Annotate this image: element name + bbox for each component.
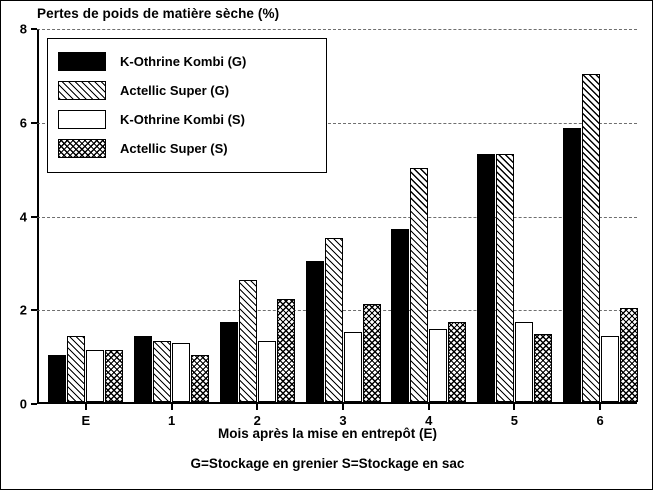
- y-axis-tick-label: 2: [19, 302, 27, 318]
- x-axis-line: [37, 402, 637, 404]
- y-axis-tick-mark: [31, 216, 37, 218]
- legend-swatch: [58, 81, 106, 100]
- bar: [496, 154, 514, 402]
- bar: [515, 322, 533, 402]
- legend-item: [58, 76, 316, 105]
- x-axis-tick-label: E: [81, 413, 91, 428]
- x-axis-tick-mark: [85, 404, 87, 410]
- bar: [105, 350, 123, 402]
- x-axis-tick-label: 5: [510, 413, 519, 428]
- bar: [363, 304, 381, 402]
- bar: [582, 74, 600, 402]
- legend-item: [58, 105, 316, 134]
- legend-swatch: [58, 110, 106, 129]
- x-axis-title: Mois après la mise en entrepôt (E): [217, 426, 438, 441]
- y-axis-tick-label: 0: [19, 396, 27, 412]
- bar: [344, 332, 362, 402]
- bar: [448, 322, 466, 402]
- bar: [172, 343, 190, 402]
- bar: [429, 329, 447, 402]
- bar: [67, 336, 85, 402]
- bar: [239, 280, 257, 402]
- x-axis-tick-label: 1: [167, 413, 176, 428]
- legend-label: Actellic Super (S): [120, 141, 228, 156]
- bar: [191, 355, 209, 402]
- y-axis-tick-label: 4: [19, 209, 27, 224]
- bar: [134, 336, 152, 402]
- y-axis-tick-label: 6: [19, 115, 27, 131]
- y-axis-tick-mark: [31, 28, 37, 30]
- y-axis-tick-mark: [31, 309, 37, 311]
- x-axis-tick-mark: [256, 404, 258, 410]
- chart-title: Pertes de poids de matière sèche (%): [37, 6, 280, 21]
- x-axis-tick-mark: [428, 404, 430, 410]
- bar: [48, 355, 66, 402]
- legend-item: [58, 47, 316, 76]
- bar: [563, 128, 581, 402]
- bar: [306, 261, 324, 402]
- x-axis-tick-mark: [599, 404, 601, 410]
- legend-label: K-Othrine Kombi (G): [120, 54, 247, 69]
- legend-item: [58, 134, 316, 163]
- bar: [277, 299, 295, 402]
- legend-label: K-Othrine Kombi (S): [120, 112, 245, 127]
- x-axis-tick-label: 4: [425, 413, 433, 428]
- x-axis-subtitle: G=Stockage en grenier S=Stockage en sac: [190, 456, 465, 471]
- bar: [325, 238, 343, 402]
- y-axis-tick-mark: [31, 403, 37, 405]
- bar: [477, 154, 495, 402]
- bar: [601, 336, 619, 402]
- legend-swatch: [58, 52, 106, 71]
- bar: [258, 341, 276, 402]
- x-axis-tick-label: 3: [339, 413, 347, 428]
- bar: [391, 229, 409, 402]
- bar: [534, 334, 552, 402]
- gridline: [37, 217, 637, 219]
- y-axis-tick-label: 8: [19, 21, 27, 37]
- gridline: [37, 29, 637, 31]
- x-axis-tick-label: 2: [253, 413, 261, 428]
- bar: [620, 308, 638, 402]
- legend: [47, 38, 327, 173]
- x-axis-tick-mark: [513, 404, 515, 410]
- x-axis-tick-label: 6: [596, 413, 604, 428]
- bar: [86, 350, 104, 402]
- x-axis-tick-mark: [171, 404, 173, 410]
- bar: [153, 341, 171, 402]
- bar: [220, 322, 238, 402]
- legend-swatch: [58, 139, 106, 158]
- x-axis-tick-mark: [342, 404, 344, 410]
- bar: [410, 168, 428, 402]
- y-axis-tick-mark: [31, 122, 37, 124]
- legend-label: Actellic Super (G): [120, 83, 230, 98]
